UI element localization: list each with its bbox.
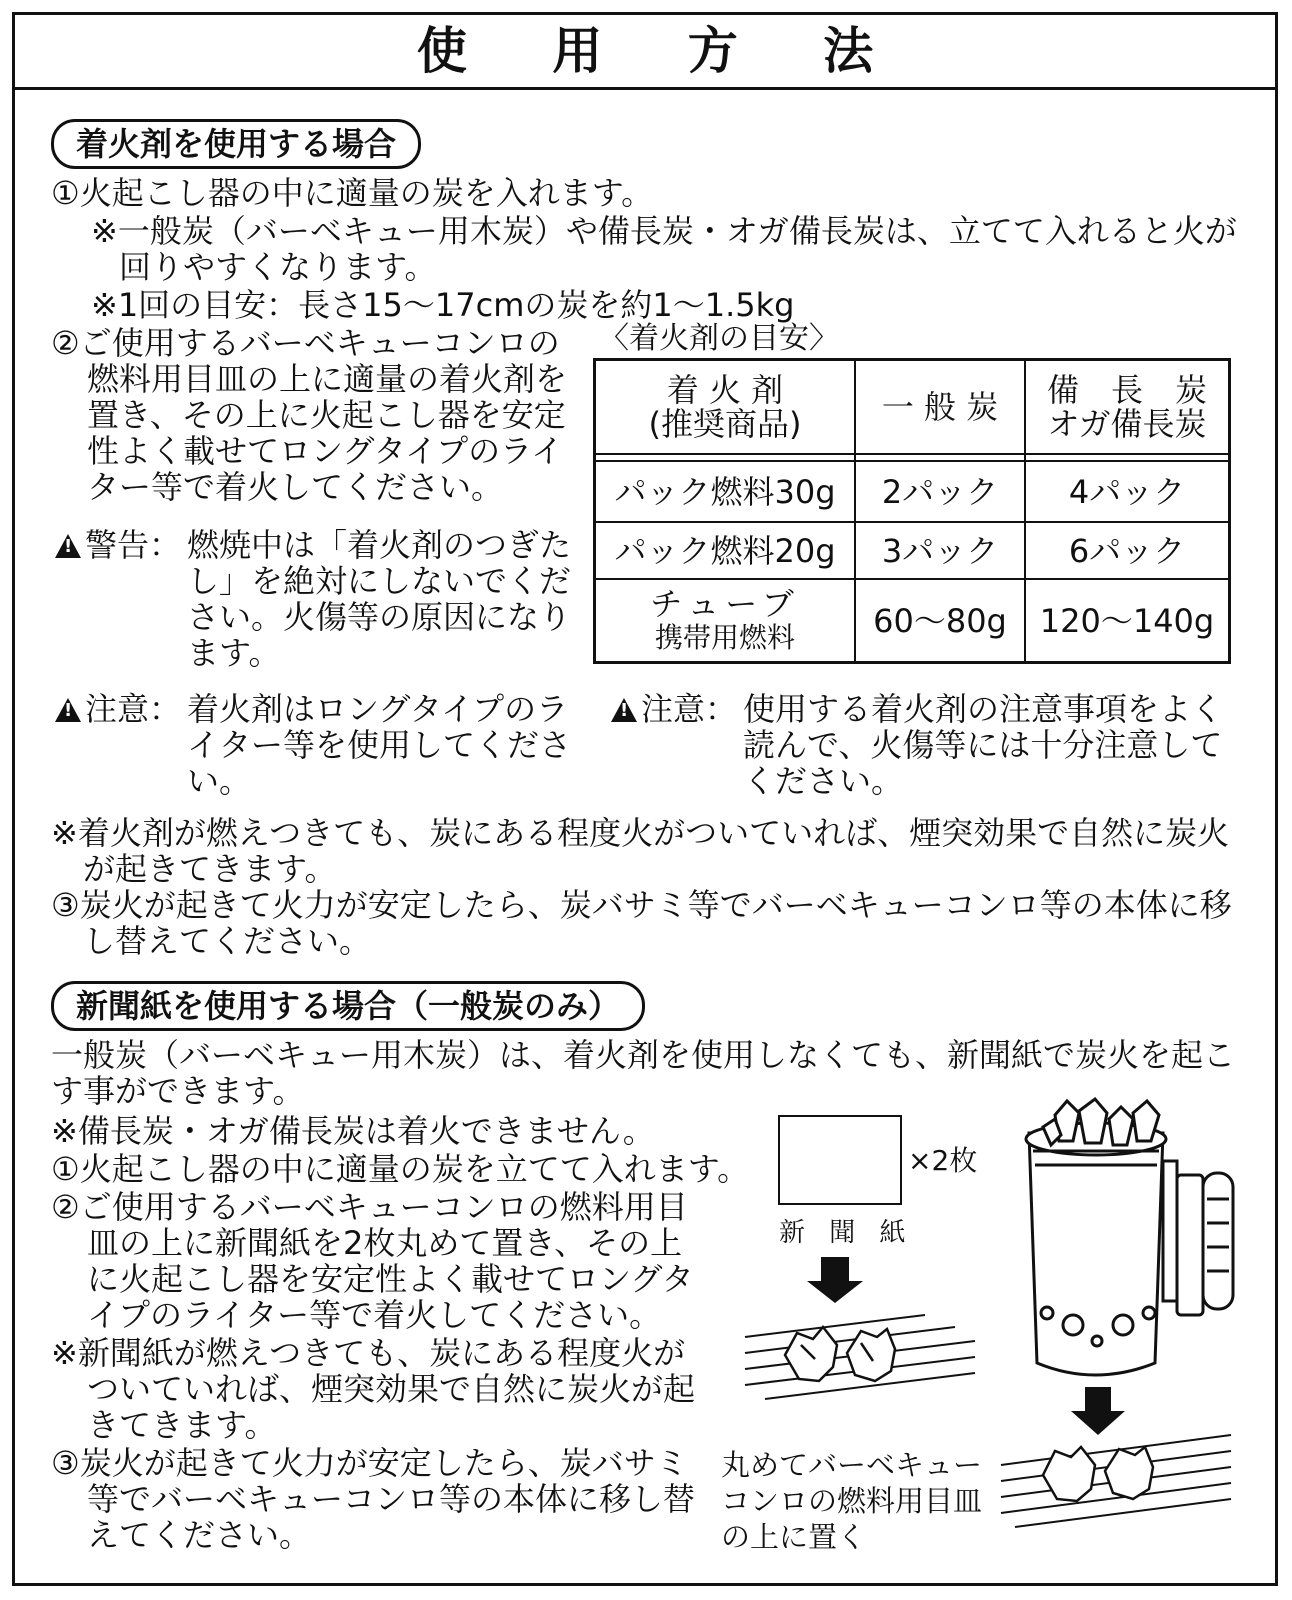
section1-step1: ①火起こし器の中に適量の炭を入れます。 — [51, 174, 654, 212]
caution-right-line1: 使用する着火剤の注意事項をよく — [743, 690, 1224, 728]
section1-note3-line2: が起きてきます。 — [83, 850, 337, 888]
section-heading-newspaper: 新聞紙を使用する場合（一般炭のみ） — [51, 981, 645, 1031]
section2-step2-line2: 皿の上に新聞紙を2枚丸めて置き、その上 — [87, 1224, 683, 1262]
table-cell-ippan: 2パック — [881, 472, 999, 511]
caution-left-line2: イター等を使用してくださ — [187, 726, 572, 764]
page-title: 使 用 方 法 — [15, 15, 1275, 90]
table-header-ippan: 一 般 炭 — [881, 388, 999, 426]
section1-step2-line1: ②ご使用するバーベキューコンロの — [51, 324, 560, 362]
section2-step1: ①火起こし器の中に適量の炭を立てて入れます。 — [51, 1150, 750, 1188]
warning-line2: し」を絶対にしないでくだ — [187, 562, 572, 600]
section1-step3-line1: ③炭火が起きて火力が安定したら、炭バサミ等でバーベキューコンロ等の本体に移 — [51, 886, 1232, 924]
section2-note2-line2: ついていれば、煙突効果で自然に炭火が起 — [87, 1370, 696, 1408]
paper-label: 新 聞 紙 — [779, 1218, 914, 1248]
section2-step3-line2: 等でバーベキューコンロ等の本体に移し替 — [87, 1480, 696, 1518]
section2-note1: ※備長炭・オガ備長炭は着火できません。 — [51, 1112, 655, 1150]
warning-line4: ます。 — [187, 634, 281, 672]
table-header-agent: 着 火 剤 (推奨商品) — [648, 371, 802, 443]
caution-left-label: !注意： — [55, 691, 181, 727]
arrow-down-icon — [807, 1257, 863, 1303]
crumpled-newspaper-icon — [1043, 1447, 1153, 1501]
caution-right-line3: ください。 — [743, 762, 904, 800]
table-cell-ippan: 60～80g — [873, 601, 1007, 640]
table-cell-bincho: 4パック — [1068, 472, 1186, 511]
illustration-caption-line3: の上に置く — [721, 1520, 867, 1554]
illustration-caption-line1: 丸めてバーベキュー — [721, 1448, 983, 1482]
section-heading-ignition-agent: 着火剤を使用する場合 — [51, 119, 421, 169]
table-cell-bincho: 120～140g — [1039, 601, 1215, 640]
section1-note2: ※1回の目安：長さ15～17cmの炭を約1～1.5kg — [91, 286, 795, 324]
section2-intro-line2: す事ができます。 — [51, 1072, 305, 1110]
section2-note2-line1: ※新聞紙が燃えつきても、炭にある程度火が — [51, 1334, 686, 1372]
table-cell-bincho: 6パック — [1068, 531, 1186, 570]
section1-step2-line4: 性よく載せてロングタイプのライ — [87, 432, 564, 470]
section2-step2-line3: に火起こし器を安定性よく載せてロングタ — [87, 1260, 694, 1298]
caution-right-label: !注意： — [611, 691, 737, 727]
warning-line1: 燃焼中は「着火剤のつぎた — [187, 526, 572, 564]
arrow-down-icon — [1071, 1387, 1125, 1435]
illustration-caption-line2: コンロの燃料用目皿 — [721, 1484, 983, 1518]
section1-note1-line2: 回りやすくなります。 — [119, 248, 437, 286]
table-cell-ippan: 3パック — [881, 531, 999, 570]
usage-instructions-page — [12, 12, 1278, 1586]
table-caption: 〈着火剤の目安〉 — [599, 321, 839, 356]
section2-step3-line3: えてください。 — [87, 1516, 312, 1554]
charcoal-starter-illustration — [15, 15, 1281, 1589]
table-cell-name: チューブ 携帯用燃料 — [650, 584, 800, 654]
table-header-bincho: 備 長 炭 オガ備長炭 — [1046, 371, 1207, 443]
section1-note1-line1: ※一般炭（バーベキュー用木炭）や備長炭・オガ備長炭は、立てて入れると火が — [91, 212, 1237, 250]
caution-right-line2: 読んで、火傷等には十分注意して — [743, 726, 1223, 764]
warning-line3: さい。火傷等の原因になり — [187, 598, 572, 636]
section2-step3-line1: ③炭火が起きて火力が安定したら、炭バサミ — [51, 1444, 688, 1482]
section1-step2-line5: ター等で着火してください。 — [87, 468, 504, 506]
section1-note3-line1: ※着火剤が燃えつきても、炭にある程度火がついていれば、煙突効果で自然に炭火 — [51, 814, 1230, 852]
section1-step2-line2: 燃料用目皿の上に適量の着火剤を — [87, 360, 568, 398]
warning-label: !警告： — [55, 527, 181, 563]
table-cell-name: パック燃料20g — [614, 531, 836, 570]
caution-left-line1: 着火剤はロングタイプのラ — [187, 690, 569, 728]
paper-count: ×2枚 — [908, 1144, 978, 1177]
caution-left-line3: い。 — [187, 762, 252, 800]
chimney-starter-icon — [1026, 1099, 1233, 1375]
section1-step3-line2: し替えてください。 — [83, 922, 372, 960]
section1-step2-line3: 置き、その上に火起こし器を安定 — [87, 396, 566, 434]
section2-intro-line1: 一般炭（バーベキュー用木炭）は、着火剤を使用しなくても、新聞紙で炭火を起こ — [51, 1036, 1236, 1074]
section2-step2-line1: ②ご使用するバーベキューコンロの燃料用目 — [51, 1188, 688, 1226]
section2-note2-line3: きてきます。 — [87, 1406, 277, 1444]
table-cell-name: パック燃料30g — [614, 472, 836, 511]
section2-step2-line4: イプのライター等で着火してください。 — [87, 1296, 662, 1334]
